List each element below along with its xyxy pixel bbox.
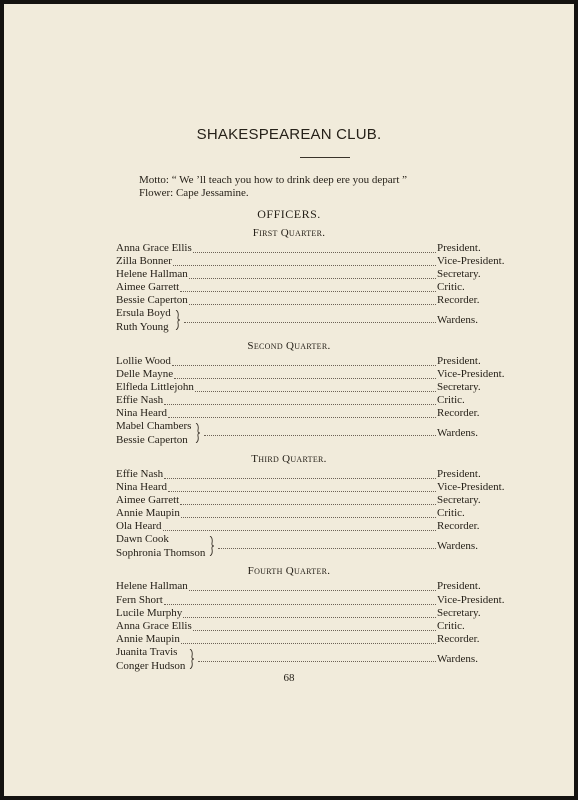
officer-office: Recorder. (437, 633, 480, 645)
dot-leader (174, 376, 436, 379)
officer-office: Critic. (437, 281, 465, 293)
motto-text: Motto: “ We ’ll teach you how to drink deep ere you depart ” (139, 174, 408, 186)
dot-leader (164, 602, 436, 605)
officer-name: Effie Nash (116, 468, 164, 480)
officer-office: President. (437, 242, 481, 254)
document-page (4, 4, 574, 796)
wardens-office: Wardens. (437, 427, 478, 439)
title-rule (300, 157, 350, 158)
page-title: SHAKESPEAREAN CLUB. (196, 126, 382, 143)
warden-name: Sophronia Thomson (116, 547, 206, 559)
brace-icon (209, 536, 215, 556)
dot-leader (189, 588, 436, 591)
dot-leader (193, 628, 436, 631)
officer-name: Aimee Garrett (116, 281, 180, 293)
dot-leader (198, 659, 436, 662)
warden-name: Mabel Chambers (116, 420, 192, 432)
flower-text: Flower: Cape Jessamine. (139, 187, 249, 199)
wardens-row (116, 532, 508, 560)
officer-name: Aimee Garrett (116, 494, 180, 506)
officer-office: Vice-President. (437, 368, 505, 380)
wardens-row (116, 419, 508, 447)
quarter-heading: Second Quarter. (247, 340, 331, 352)
dot-leader (204, 433, 436, 436)
quarter-heading: First Quarter. (252, 227, 326, 239)
officer-office: Recorder. (437, 407, 480, 419)
officer-name: Annie Maupin (116, 507, 180, 519)
officer-row (116, 393, 508, 407)
dot-leader (164, 402, 436, 405)
officer-office: President. (437, 468, 481, 480)
officer-name: Bessie Caperton (116, 294, 188, 306)
officer-name: Fern Short (116, 594, 163, 606)
dot-leader (181, 641, 436, 644)
dot-leader (189, 276, 436, 279)
officer-office: Critic. (437, 507, 465, 519)
officer-name: Effie Nash (116, 394, 164, 406)
page-number: 68 (283, 672, 295, 684)
officer-row (116, 280, 508, 294)
officer-row (116, 493, 508, 507)
officer-office: Vice-President. (437, 594, 505, 606)
warden-name: Dawn Cook (116, 533, 169, 545)
officer-row (116, 619, 508, 633)
officer-office: President. (437, 355, 481, 367)
officer-name: Annie Maupin (116, 633, 180, 645)
dot-leader (218, 546, 436, 549)
officer-name: Nina Heard (116, 481, 168, 493)
officer-row (116, 467, 508, 481)
officer-office: Critic. (437, 620, 465, 632)
dot-leader (189, 302, 436, 305)
officer-name: Zilla Bonner (116, 255, 172, 267)
dot-leader (193, 250, 436, 253)
brace-icon (175, 310, 181, 330)
officer-office: Secretary. (437, 268, 481, 280)
officer-row (116, 254, 508, 268)
brace-icon (195, 423, 201, 443)
officers-heading: OFFICERS. (257, 207, 321, 221)
dot-leader (183, 615, 436, 618)
warden-name: Ersula Boyd (116, 307, 171, 319)
officer-row (116, 519, 508, 533)
dot-leader (180, 289, 436, 292)
officer-name: Elfleda Littlejohn (116, 381, 194, 393)
officer-row (116, 480, 508, 494)
wardens-office: Wardens. (437, 540, 478, 552)
officer-office: Vice-President. (437, 255, 505, 267)
brace-icon (189, 649, 195, 669)
wardens-office: Wardens. (437, 314, 478, 326)
officer-row (116, 579, 508, 593)
officer-office: Recorder. (437, 520, 480, 532)
officer-row (116, 354, 508, 368)
officer-name: Anna Grace Ellis (116, 242, 192, 254)
warden-name: Ruth Young (116, 321, 169, 333)
officer-row (116, 606, 508, 620)
wardens-office: Wardens. (437, 653, 478, 665)
officer-office: Secretary. (437, 607, 481, 619)
officer-office: President. (437, 580, 481, 592)
dot-leader (172, 363, 436, 366)
officer-name: Nina Heard (116, 407, 168, 419)
dot-leader (168, 489, 436, 492)
officer-office: Secretary. (437, 494, 481, 506)
officer-row (116, 293, 508, 307)
officer-row (116, 241, 508, 255)
officer-row (116, 506, 508, 520)
officer-office: Recorder. (437, 294, 480, 306)
dot-leader (180, 502, 436, 505)
dot-leader (164, 476, 436, 479)
officer-name: Delle Mayne (116, 368, 174, 380)
officer-office: Secretary. (437, 381, 481, 393)
dot-leader (168, 415, 436, 418)
officer-name: Anna Grace Ellis (116, 620, 192, 632)
officer-row (116, 632, 508, 646)
officer-row (116, 406, 508, 420)
officer-name: Lucile Murphy (116, 607, 183, 619)
officer-row (116, 267, 508, 281)
quarter-heading: Third Quarter. (251, 453, 327, 465)
warden-name: Bessie Caperton (116, 434, 188, 446)
officer-row (116, 367, 508, 381)
dot-leader (173, 263, 436, 266)
officer-name: Helene Hallman (116, 268, 188, 280)
warden-name: Juanita Travis (116, 646, 178, 658)
officer-office: Vice-President. (437, 481, 505, 493)
dot-leader (163, 528, 436, 531)
dot-leader (195, 389, 436, 392)
officer-name: Helene Hallman (116, 580, 188, 592)
officer-row (116, 380, 508, 394)
officer-name: Ola Heard (116, 520, 162, 532)
wardens-row (116, 306, 508, 334)
officer-office: Critic. (437, 394, 465, 406)
warden-name: Conger Hudson (116, 660, 186, 672)
dot-leader (184, 320, 436, 323)
wardens-row (116, 645, 508, 673)
dot-leader (181, 515, 436, 518)
officer-row (116, 593, 508, 607)
quarter-heading: Fourth Quarter. (247, 565, 331, 577)
officer-name: Lollie Wood (116, 355, 171, 367)
